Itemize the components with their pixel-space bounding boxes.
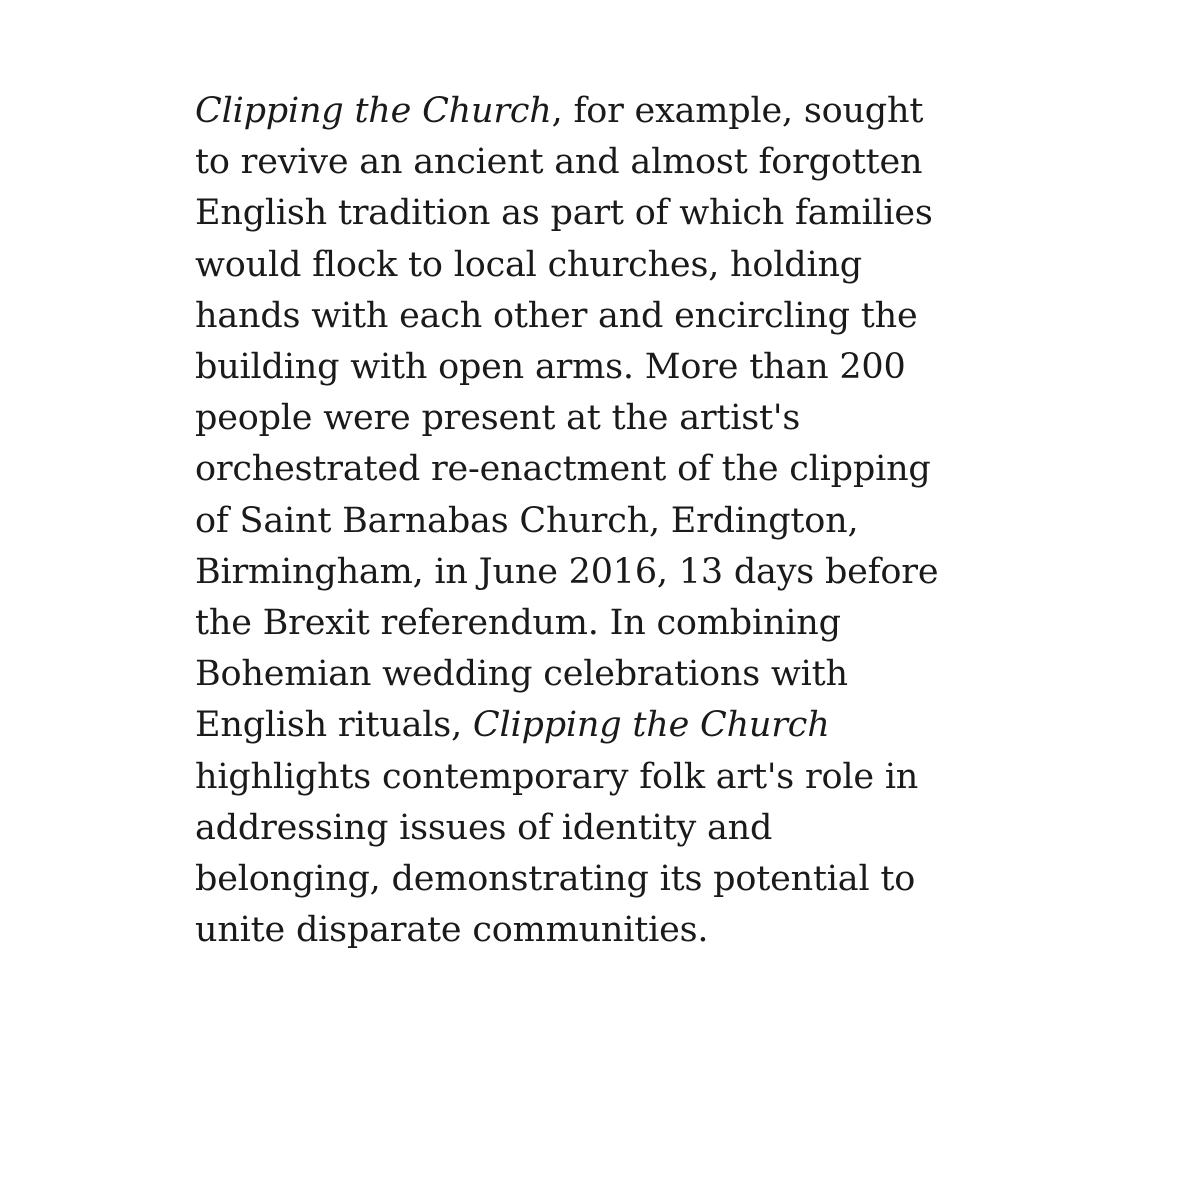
line-text: hands with each other and encircling the [195,295,918,336]
paragraph-line-10 [195,547,1045,598]
line-text: to revive an ancient and almost forgotten [195,142,923,183]
line-text: the Brexit referendum. In combining [195,603,841,644]
paragraph-line-16 [195,854,1045,905]
line-text: highlights contemporary folk art's role in [195,756,919,797]
line-text: English tradition as part of which families [195,193,933,234]
paragraph-line-2 [195,137,1045,188]
paragraph-line-11 [195,598,1045,649]
paragraph-line-7 [195,393,1045,444]
line-text: belonging, demonstrating its potential to [195,859,916,900]
work-title: Clipping the Church [195,91,552,131]
line-text: addressing issues of identity and [195,807,773,848]
line-text: orchestrated re-enactment of the clipping [195,449,931,490]
line-text: would flock to local churches, holding [195,244,863,285]
line-text: English rituals, [195,705,473,746]
paragraph-line-6 [195,342,1045,393]
line-text: , for example, sought [551,91,924,131]
line-text: building with open arms. More than 200 [195,347,906,388]
article-paragraph [195,86,1045,956]
paragraph-line-8 [195,444,1045,495]
paragraph-line-14 [195,752,1045,803]
paragraph-line-17 [195,905,1045,956]
line-text: Birmingham, in June 2016, 13 days before [195,551,939,592]
paragraph-line-12 [195,649,1045,700]
line-text: of Saint Barnabas Church, Erdington, [195,500,859,541]
paragraph-line-3 [195,188,1045,239]
line-text: Bohemian wedding celebrations with [195,654,848,695]
paragraph-line-5 [195,291,1045,342]
paragraph-line-4 [195,240,1045,291]
paragraph-line-13 [195,700,1045,751]
line-text: people were present at the artist's [195,398,801,439]
line-text: unite disparate communities. [195,910,709,951]
paragraph-line-1 [195,86,1045,137]
paragraph-line-9 [195,496,1045,547]
work-title: Clipping the Church [472,705,830,746]
paragraph-line-15 [195,803,1045,854]
